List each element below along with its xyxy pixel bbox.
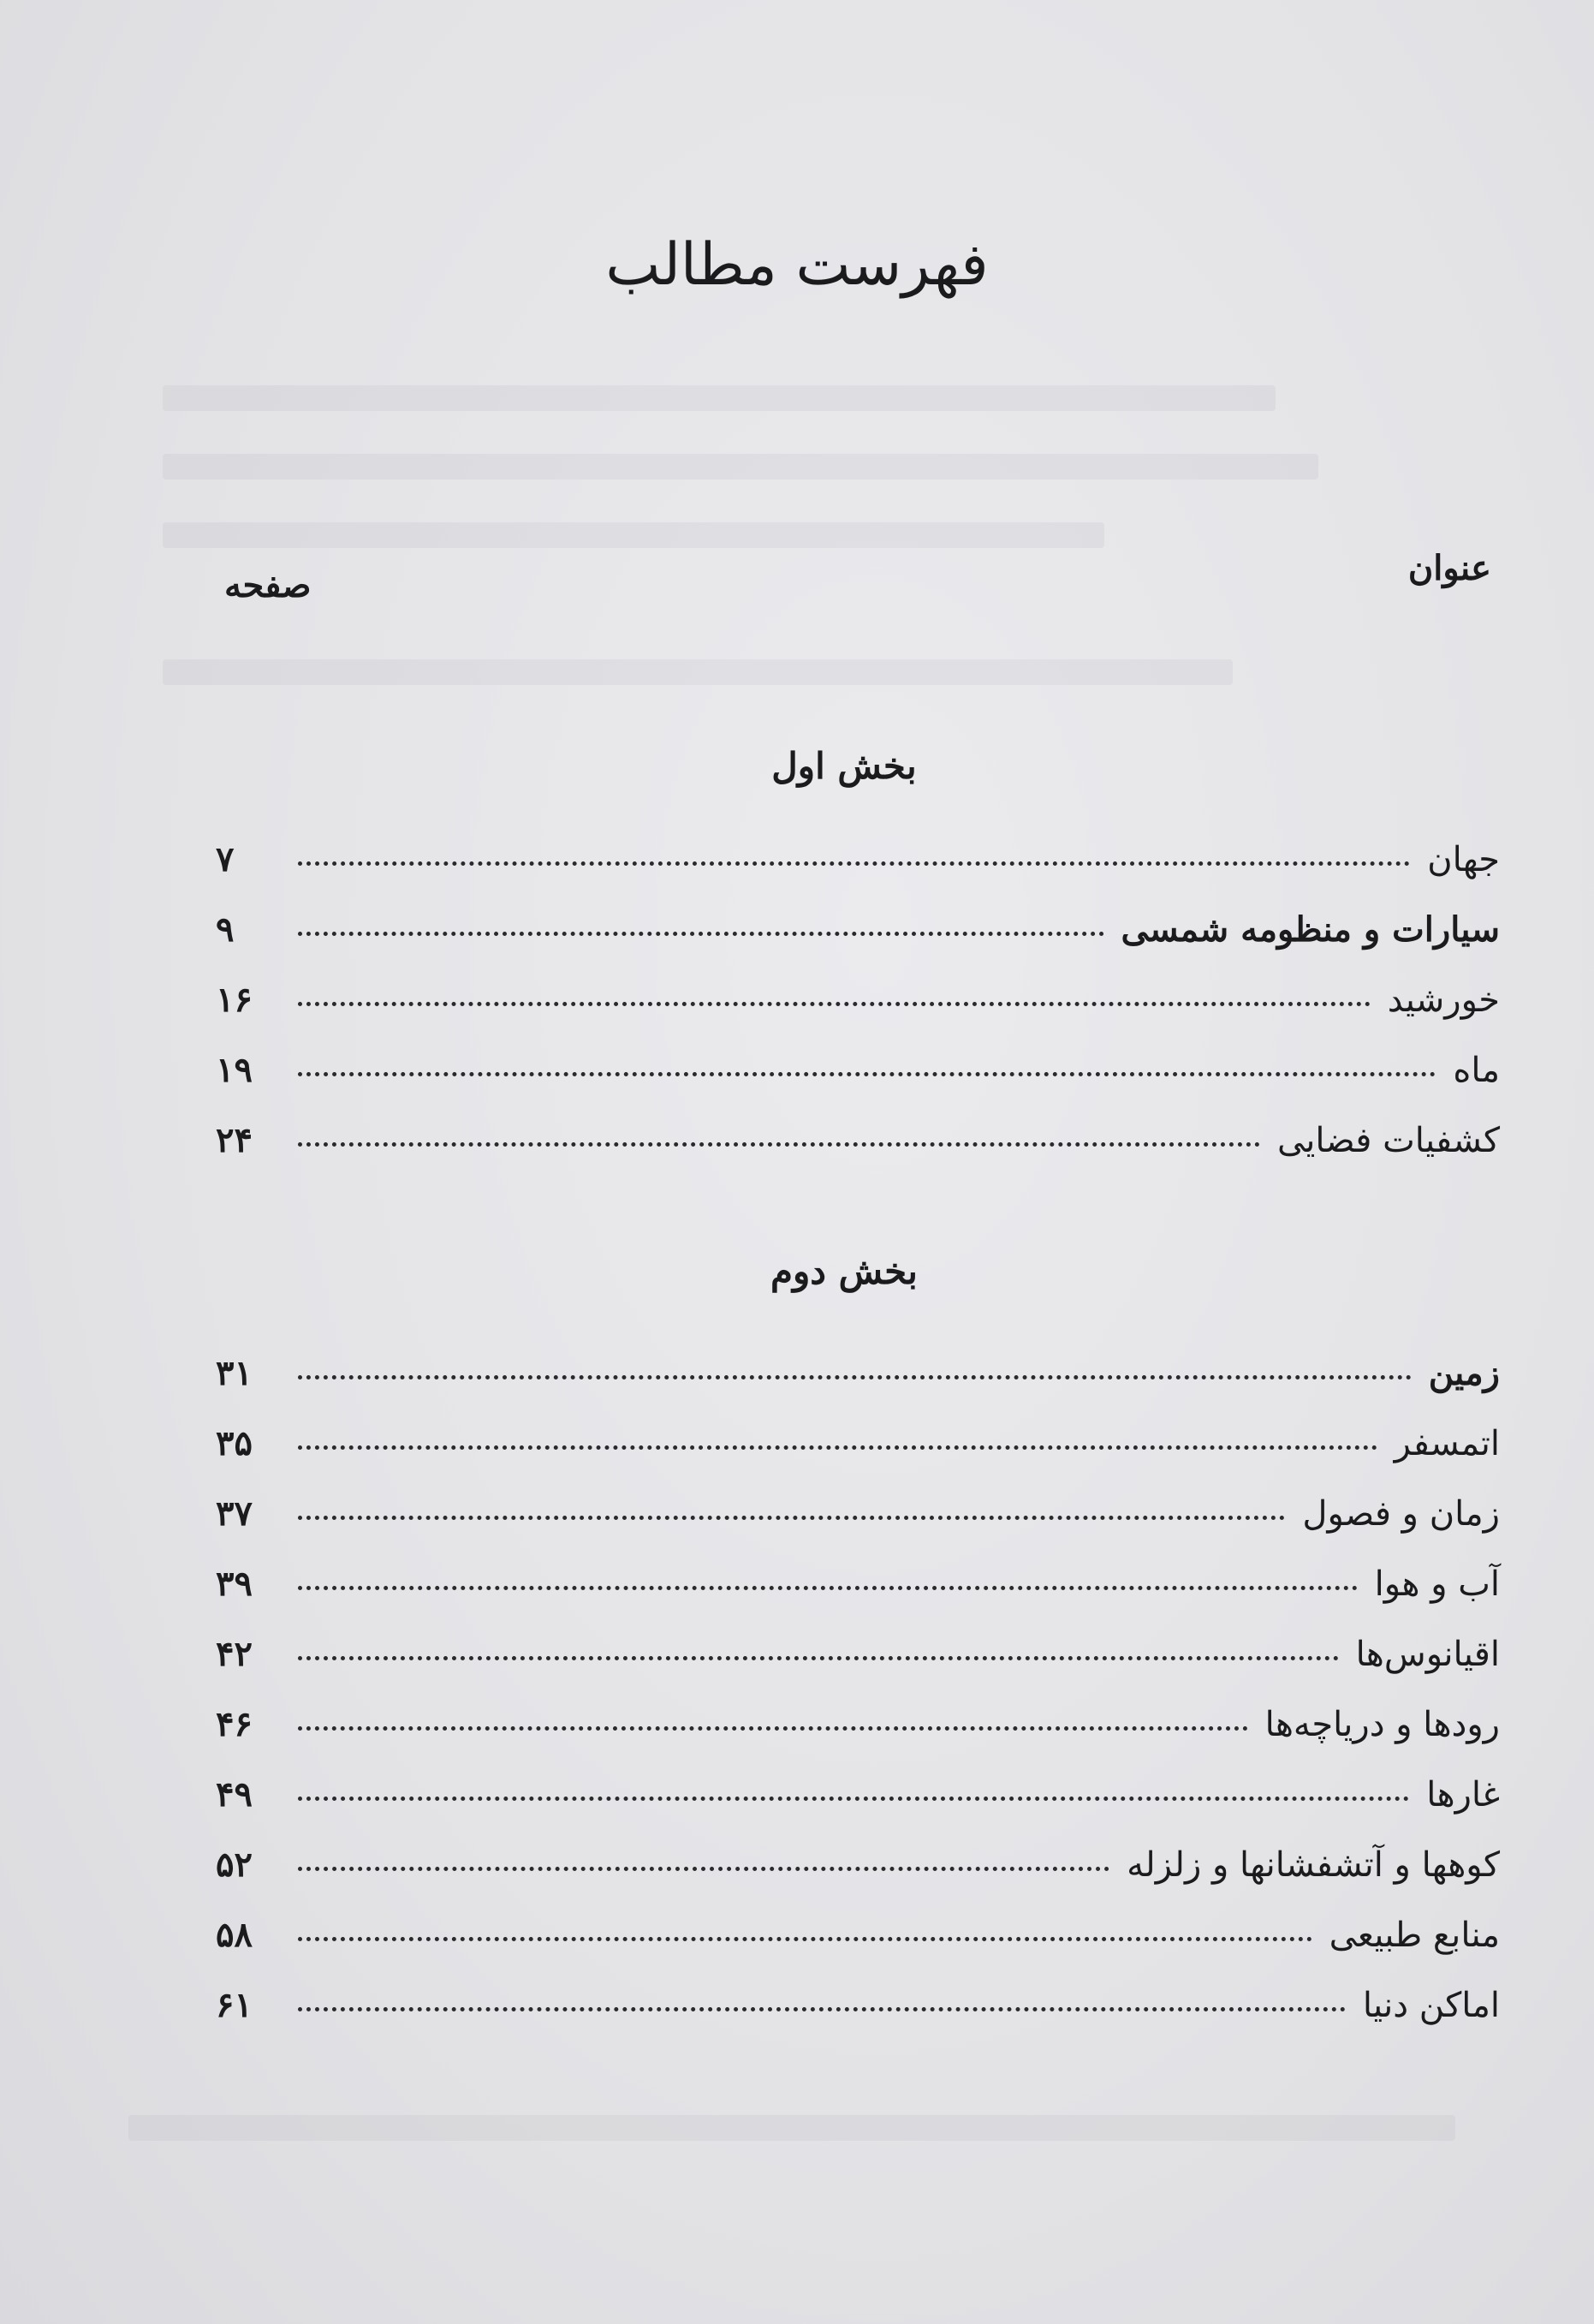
page-title: فهرست مطالب (605, 231, 989, 299)
dot-leader (298, 1516, 1285, 1520)
toc-entry[interactable] (216, 980, 1500, 1050)
entry-page: ۹ (216, 909, 235, 950)
dot-leader (298, 1072, 1436, 1076)
entry-title: خورشید (1387, 980, 1500, 1020)
dot-leader (298, 1445, 1377, 1450)
entry-page: ۴۹ (216, 1774, 253, 1815)
entry-page: ۳۵ (216, 1423, 253, 1463)
dot-leader (298, 1656, 1339, 1660)
dot-leader (298, 932, 1104, 936)
entry-title: سیارات و منظومه شمسی (1121, 909, 1500, 950)
dot-leader (298, 1797, 1409, 1801)
entry-title: اماکن دنیا (1362, 1986, 1500, 2025)
toc-entry[interactable] (216, 909, 1500, 980)
toc-entry[interactable] (216, 1985, 1500, 2055)
entry-page: ۴۶ (216, 1704, 253, 1744)
entry-page: ۳۷ (216, 1493, 253, 1534)
toc-entry[interactable] (216, 1915, 1500, 1985)
entry-page: ۷ (216, 839, 235, 879)
toc-entry[interactable] (216, 1493, 1500, 1564)
entry-title: جهان (1427, 840, 1500, 879)
entry-page: ۱۶ (216, 980, 253, 1020)
dot-leader (298, 1937, 1312, 1941)
bleed-through-mark (128, 2115, 1455, 2141)
entry-title: غارها (1426, 1775, 1500, 1815)
entry-title: منابع طبیعی (1329, 1916, 1500, 1955)
dot-leader (298, 1002, 1371, 1006)
entry-title: رودها و دریاچه‌ها (1264, 1705, 1500, 1744)
entry-page: ۳۱ (216, 1353, 253, 1393)
entry-title: آب و هوا (1374, 1564, 1500, 1604)
dot-leader (298, 861, 1410, 866)
entry-title: زمین (1428, 1353, 1500, 1393)
entry-page: ۶۱ (216, 1985, 253, 2025)
entry-title: کوهها و آتشفشانها و زلزله (1127, 1845, 1500, 1885)
entry-page: ۱۹ (216, 1050, 253, 1090)
entry-title: اقیانوس‌ها (1355, 1635, 1500, 1674)
toc-entry[interactable] (216, 1774, 1500, 1844)
toc-entry[interactable] (216, 1120, 1500, 1190)
entry-title: کشفیات فضایی (1276, 1121, 1500, 1160)
toc-entry[interactable] (216, 1564, 1500, 1634)
title-column-header: عنوان (1407, 548, 1491, 588)
toc-entry[interactable] (216, 1050, 1500, 1120)
bleed-through-mark (163, 522, 1104, 548)
entry-page: ۴۲ (216, 1634, 253, 1674)
toc-entry[interactable] (216, 1634, 1500, 1704)
bleed-through-mark (163, 454, 1318, 480)
dot-leader (298, 1375, 1412, 1380)
bleed-through-mark (163, 385, 1276, 411)
toc-entry[interactable] (216, 1423, 1500, 1493)
dot-leader (298, 1726, 1248, 1731)
entry-title: زمان و فصول (1302, 1494, 1500, 1534)
dot-leader (298, 1142, 1260, 1147)
section-2-heading: بخش دوم (770, 1250, 918, 1292)
section-2-entries (216, 1353, 1500, 2055)
toc-entry[interactable] (216, 839, 1500, 909)
page-column-header: صفحه (224, 565, 312, 605)
toc-entry[interactable] (216, 1704, 1500, 1774)
section-1-entries (216, 839, 1500, 1190)
toc-entry[interactable] (216, 1353, 1500, 1423)
bleed-through-mark (163, 659, 1233, 685)
dot-leader (298, 1867, 1109, 1871)
toc-entry[interactable] (216, 1844, 1500, 1915)
entry-title: اتمسفر (1394, 1424, 1500, 1463)
section-1-heading: بخش اول (771, 745, 917, 787)
dot-leader (298, 2007, 1346, 2011)
entry-page: ۲۴ (216, 1120, 253, 1160)
dot-leader (298, 1586, 1358, 1590)
entry-page: ۳۹ (216, 1564, 253, 1604)
entry-title: ماه (1453, 1051, 1500, 1090)
entry-page: ۵۸ (216, 1915, 253, 1955)
entry-page: ۵۲ (216, 1844, 253, 1885)
